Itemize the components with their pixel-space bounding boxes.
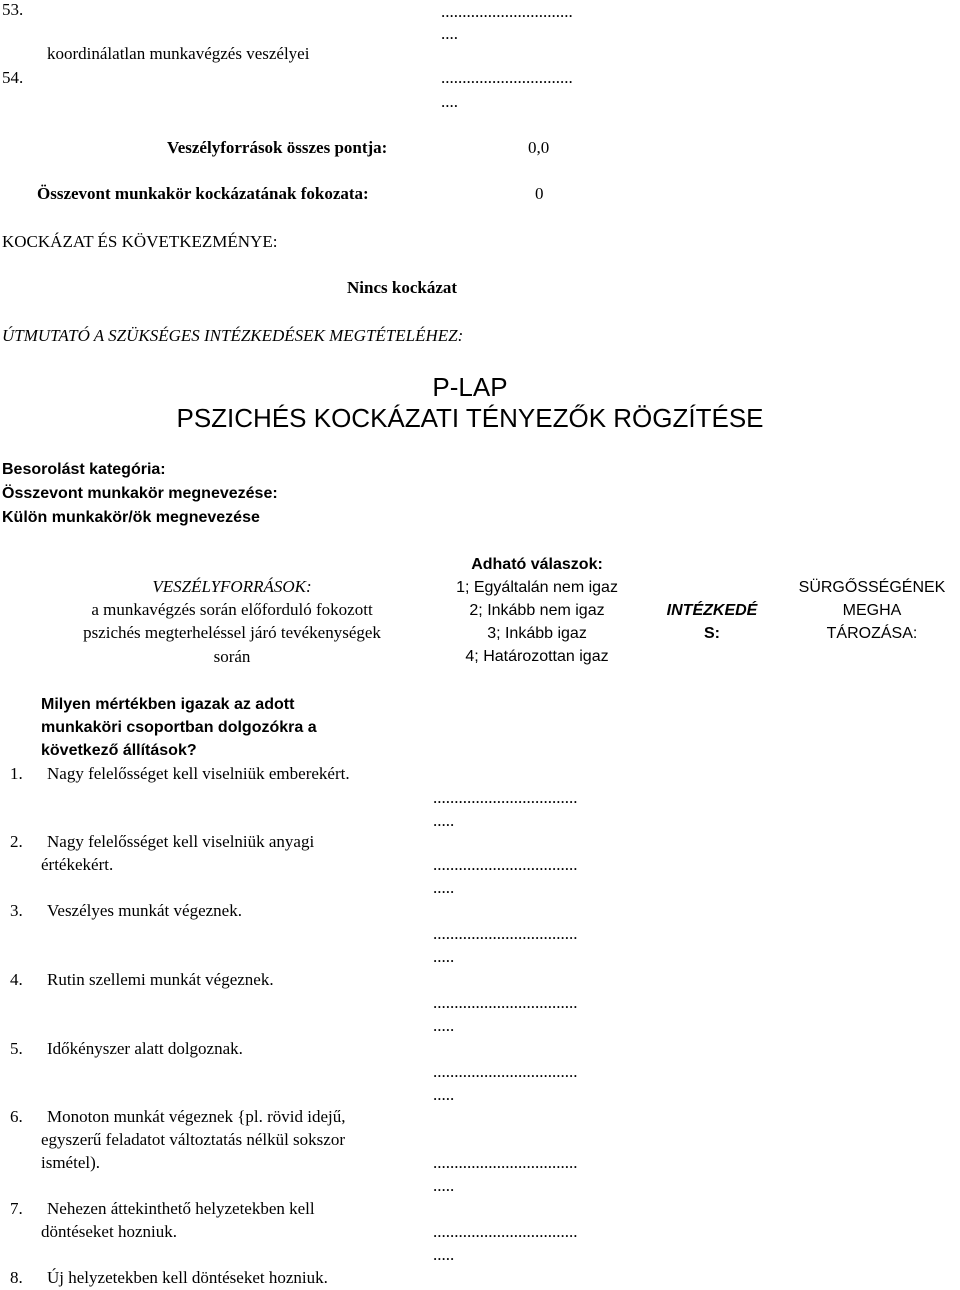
- answer-dots: ....: [441, 92, 458, 111]
- statement-text: Monoton munkát végeznek {pl. rövid idejű,: [47, 1107, 346, 1126]
- sources-total-label: Veszélyforrások összes pontja:: [167, 138, 388, 157]
- answer-field[interactable]: ..................................: [433, 1153, 578, 1172]
- plap-title: P-LAP: [432, 372, 508, 402]
- answer-option: 3; Inkább igaz: [487, 625, 587, 642]
- answer-field: .....: [433, 811, 455, 830]
- statement-text: Nagy felelősséget kell viselniük anyagi: [47, 832, 315, 851]
- urgency-column-title: MEGHA: [842, 602, 902, 619]
- statement-text: Nagy felelősséget kell viselniük emberekért.: [47, 764, 350, 783]
- question-text: munkaköri csoportban dolgozókra a: [41, 719, 317, 736]
- item-number-54: 54.: [2, 68, 24, 87]
- answer-field: .....: [433, 947, 455, 966]
- item-number-53: 53.: [2, 0, 24, 19]
- statement-text: Rutin szellemi munkát végeznek.: [47, 970, 274, 989]
- answer-field[interactable]: ..................................: [433, 993, 578, 1012]
- separate-jobs-field: Külön munkakör/ök megnevezése: [2, 509, 260, 526]
- answer-option: 1; Egyáltalán nem igaz: [456, 579, 618, 596]
- sources-column-desc: pszichés megterheléssel járó tevékenységek: [83, 623, 381, 642]
- answer-field: .....: [433, 1016, 455, 1035]
- consequence-value: Nincs kockázat: [347, 278, 458, 297]
- answer-field[interactable]: ..................................: [433, 1062, 578, 1081]
- answer-field: .....: [433, 1085, 455, 1104]
- measures-column-title: S:: [704, 625, 720, 642]
- guide-heading: ÚTMUTATÓ A SZÜKSÉGES INTÉZKEDÉSEK MEGTÉTELÉHEZ:: [2, 326, 464, 345]
- consequence-heading: KOCKÁZAT ÉS KÖVETKEZMÉNYE:: [2, 232, 278, 251]
- statement-number: 1.: [10, 764, 23, 783]
- risk-level-label: Összevont munkakör kockázatának fokozata:: [37, 184, 369, 203]
- statement-number: 2.: [10, 832, 23, 851]
- statement-text: Új helyzetekben kell döntéseket hozniuk.: [47, 1268, 328, 1287]
- statement-text: Nehezen áttekinthető helyzetekben kell: [47, 1199, 315, 1218]
- statement-number: 8.: [10, 1268, 23, 1287]
- answer-field: .....: [433, 1245, 455, 1264]
- urgency-column-title: TÁROZÁSA:: [826, 625, 918, 642]
- answer-dots: ....: [441, 24, 458, 43]
- statement-number: 3.: [10, 901, 23, 920]
- statement-number: 5.: [10, 1039, 23, 1058]
- sources-total-value: 0,0: [528, 138, 550, 157]
- answers-column-title: Adható válaszok:: [471, 556, 603, 573]
- answer-field[interactable]: ..................................: [433, 924, 578, 943]
- answer-field: .....: [433, 1176, 455, 1195]
- statement-text: értékekért.: [41, 855, 114, 874]
- statement-number: 7.: [10, 1199, 23, 1218]
- answer-field[interactable]: ..................................: [433, 855, 578, 874]
- urgency-column-title: SÜRGŐSSÉGÉNEK: [798, 579, 946, 596]
- measures-column-title: INTÉZKEDÉ: [666, 602, 758, 619]
- statement-number: 6.: [10, 1107, 23, 1126]
- sources-column-desc: során: [213, 647, 251, 666]
- answer-field[interactable]: ..................................: [433, 1222, 578, 1241]
- answer-option: 2; Inkább nem igaz: [469, 602, 605, 619]
- sources-column-title: VESZÉLYFORRÁSOK:: [152, 577, 312, 596]
- combined-job-field: Összevont munkakör megnevezése:: [2, 485, 278, 502]
- answer-dots: ...............................: [441, 68, 573, 87]
- statement-number: 4.: [10, 970, 23, 989]
- question-text: következő állítások?: [41, 742, 197, 759]
- statement-text: egyszerű feladatot változtatás nélkül sokszor: [41, 1130, 345, 1149]
- statement-text: döntéseket hozniuk.: [41, 1222, 177, 1241]
- answer-field[interactable]: ..................................: [433, 788, 578, 807]
- sources-column-desc: a munkavégzés során előforduló fokozott: [91, 600, 373, 619]
- question-text: Milyen mértékben igazak az adott: [41, 696, 295, 713]
- statement-text: ismétel).: [41, 1153, 101, 1172]
- hazard-item-text: koordinálatlan munkavégzés veszélyei: [47, 44, 310, 63]
- plap-subtitle: PSZICHÉS KOCKÁZATI TÉNYEZŐK RÖGZÍTÉSE: [176, 403, 764, 433]
- answer-dots: ...............................: [441, 2, 573, 21]
- category-field: Besorolást kategória:: [2, 461, 166, 478]
- answer-option: 4; Határozottan igaz: [465, 648, 609, 665]
- answer-field: .....: [433, 878, 455, 897]
- statement-text: Időkényszer alatt dolgoznak.: [47, 1039, 243, 1058]
- statement-text: Veszélyes munkát végeznek.: [47, 901, 242, 920]
- risk-level-value: 0: [535, 184, 544, 203]
